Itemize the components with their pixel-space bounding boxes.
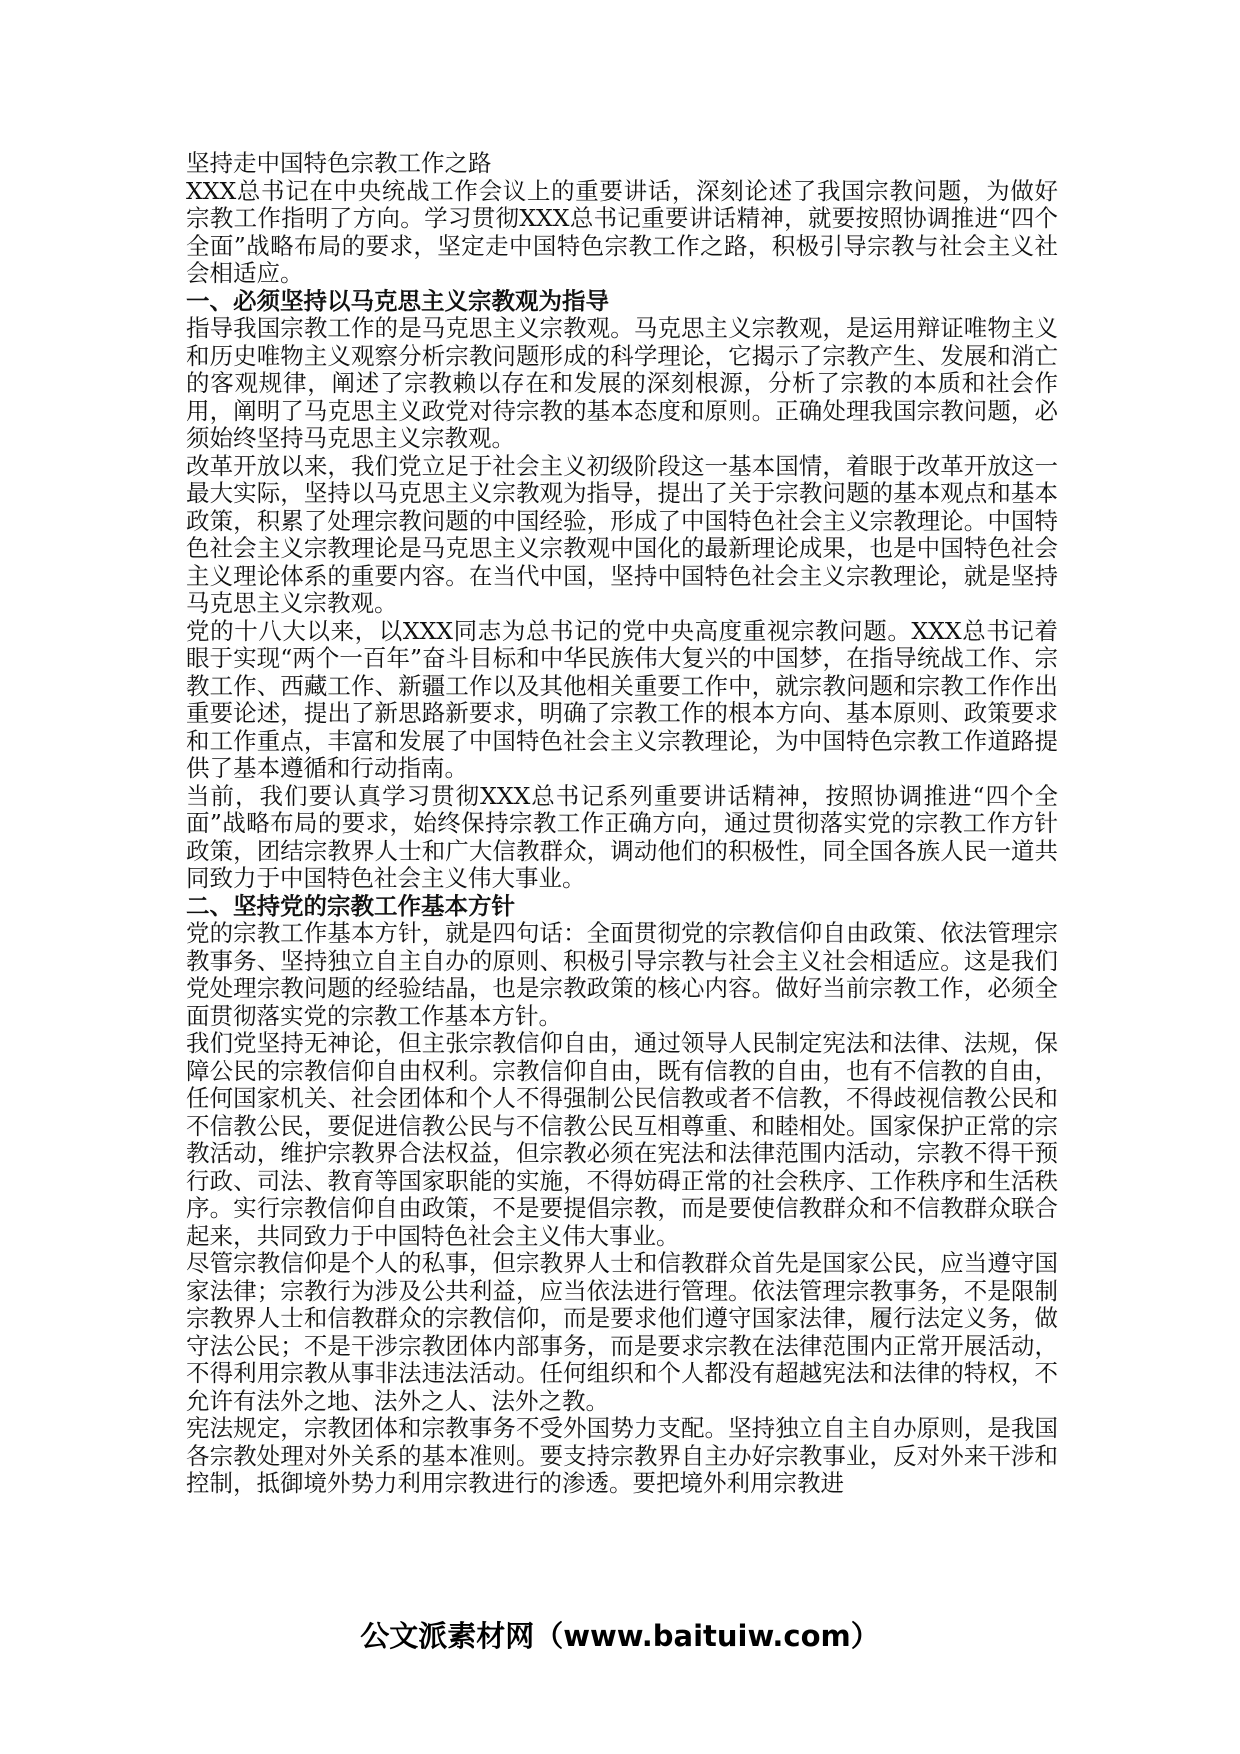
section-1-paragraph-2: 改革开放以来，我们党立足于社会主义初级阶段这一基本国情，着眼于改革开放这一最大实际，坚持以马克思主义宗教观为指导，提出了关于宗教问题的基本观点和基本政策，积累了处理宗教问题的中国经验，形成了中国特色社会主义宗教理论。中国特色社会主义宗教理论是马克思主义宗教观中国化的最新理论成果，也是中国特色社会主义理论体系的重要内容。在当代中国，坚持中国特色社会主义宗教理论，就是坚持马克思主义宗教观。 — [186, 451, 1058, 617]
footer-watermark: 公文派素材网（www.baituiw.com） — [360, 1619, 880, 1653]
section-2-paragraph-2: 我们党坚持无神论，但主张宗教信仰自由，通过领导人民制定宪法和法律、法规，保障公民的宗教信仰自由权利。宗教信仰自由，既有信教的自由，也有不信教的自由，任何国家机关、社会团体和个人不得强制公民信教或者不信教，不得歧视信教公民和不信教公民，要促进信教公民与不信教公民互相尊重、和睦相处。国家保护正常的宗教活动，维护宗教界合法权益，但宗教必须在宪法和法律范围内活动，宗教不得干预行政、司法、教育等国家职能的实施，不得妨碍正常的社会秩序、工作秩序和生活秩序。实行宗教信仰自由政策，不是要提倡宗教，而是要使信教群众和不信教群众联合起来，共同致力于中国特色社会主义伟大事业。 — [186, 1029, 1058, 1250]
section-1-paragraph-4: 当前，我们要认真学习贯彻XXX总书记系列重要讲话精神，按照协调推进“四个全面”战略布局的要求，始终保持宗教工作正确方向，通过贯彻落实党的宗教工作方针政策，团结宗教界人士和广大信教群众，调动他们的积极性，同全国各族人民一道共同致力于中国特色社会主义伟大事业。 — [186, 781, 1058, 892]
section-1-heading: 一、必须坚持以马克思主义宗教观为指导 — [186, 286, 609, 315]
section-2-paragraph-3: 尽管宗教信仰是个人的私事，但宗教界人士和信教群众首先是国家公民，应当遵守国家法律；宗教行为涉及公共利益，应当依法进行管理。依法管理宗教事务，不是限制宗教界人士和信教群众的宗教信仰，而是要求他们遵守国家法律，履行法定义务，做守法公民；不是干涉宗教团体内部事务，而是要求宗教在法律范围内正常开展活动，不得利用宗教从事非法违法活动。任何组织和个人都没有超越宪法和法律的特权，不允许有法外之地、法外之人、法外之教。 — [186, 1249, 1058, 1415]
section-1-paragraph-1: 指导我国宗教工作的是马克思主义宗教观。马克思主义宗教观，是运用辩证唯物主义和历史唯物主义观察分析宗教问题形成的科学理论，它揭示了宗教产生、发展和消亡的客观规律，阐述了宗教赖以存在和发展的深刻根源，分析了宗教的本质和社会作用，阐明了马克思主义政党对待宗教的基本态度和原则。正确处理我国宗教问题，必须始终坚持马克思主义宗教观。 — [186, 314, 1058, 452]
section-2-heading: 二、坚持党的宗教工作基本方针 — [186, 891, 515, 920]
intro-paragraph: XXX总书记在中央统战工作会议上的重要讲话，深刻论述了我国宗教问题，为做好宗教工作指明了方向。学习贯彻XXX总书记重要讲话精神，就要按照协调推进“四个全面”战略布局的要求，坚定走中国特色宗教工作之路，积极引导宗教与社会主义社会相适应。 — [186, 176, 1058, 287]
section-1-paragraph-3: 党的十八大以来，以XXX同志为总书记的党中央高度重视宗教问题。XXX总书记着眼于实现“两个一百年”奋斗目标和中华民族伟大复兴的中国梦，在指导统战工作、宗教工作、西藏工作、新疆工作以及其他相关重要工作中，就宗教问题和宗教工作作出重要论述，提出了新思路新要求，明确了宗教工作的根本方向、基本原则、政策要求和工作重点，丰富和发展了中国特色社会主义宗教理论，为中国特色宗教工作道路提供了基本遵循和行动指南。 — [186, 616, 1058, 782]
document-page — [186, 150, 1058, 1498]
document-title: 坚持走中国特色宗教工作之路 — [186, 149, 492, 177]
section-2-paragraph-4: 宪法规定，宗教团体和宗教事务不受外国势力支配。坚持独立自主自办原则，是我国各宗教处理对外关系的基本准则。要支持宗教界自主办好宗教事业，反对外来干涉和控制，抵御境外势力利用宗教进行的渗透。要把境外利用宗教进 — [186, 1414, 1058, 1497]
section-2-paragraph-1: 党的宗教工作基本方针，就是四句话：全面贯彻党的宗教信仰自由政策、依法管理宗教事务、坚持独立自主自办的原则、积极引导宗教与社会主义社会相适应。这是我们党处理宗教问题的经验结晶，也是宗教政策的核心内容。做好当前宗教工作，必须全面贯彻落实党的宗教工作基本方针。 — [186, 919, 1058, 1030]
